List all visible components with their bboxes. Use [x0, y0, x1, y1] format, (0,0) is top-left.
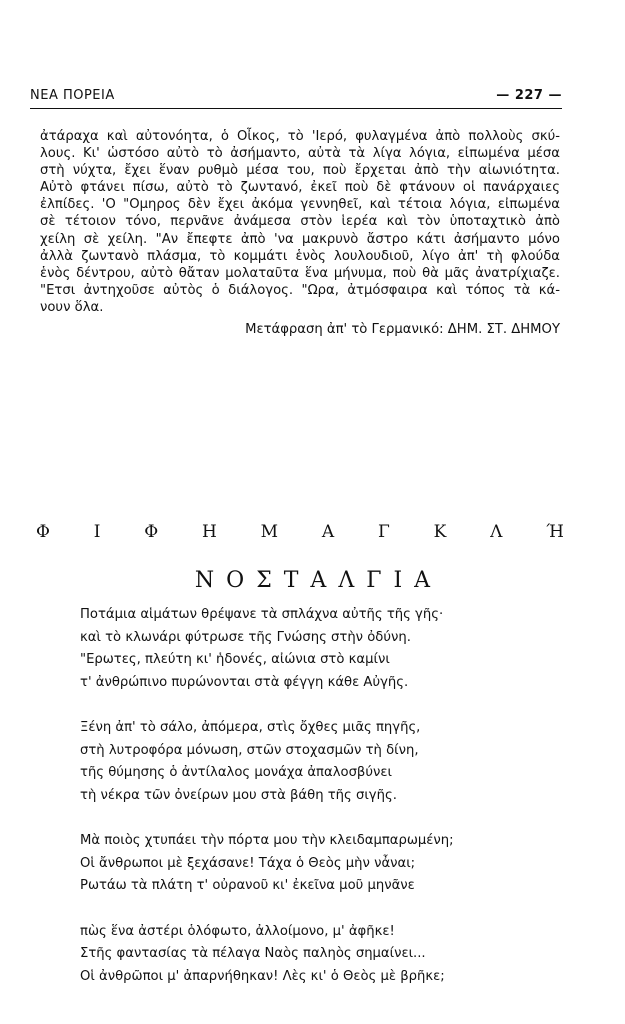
poem-line: Μὰ ποιὸς χτυπάει τὴν πόρτα μου τὴν κλειδαμπαρωμένη; — [80, 833, 454, 848]
poem-line: τ' ἀνθρώπινο πυρώνονται στὰ φέγγη κάθε Αὐγῆς. — [80, 674, 409, 690]
author-letter: Γ — [378, 522, 390, 542]
poem-line: τῆς θύμησης ὁ ἀντίλαλος μονάχα ἀπαλοσβύνει — [80, 765, 392, 780]
author-letter: Η — [202, 522, 217, 542]
poem-line: Ποτάμια αἱμάτων θρέψανε τὰ σπλάχνα αὐτῆς τῆς γῆς· — [80, 607, 444, 622]
poem-line: Ρωτάω τὰ πλάτη τ' οὐρανοῦ κι' ἐκεῖνα μοῦ μηνᾶνε — [80, 878, 415, 893]
prose-line: σὲ τέτοιον τόνο, περνᾶνε ἀνάμεσα στὸν ἱερέα καὶ τὸν ὑποταχτικὸ ἀπὸ — [40, 214, 560, 230]
author-letter: Φ — [144, 522, 159, 542]
prose-paragraph — [40, 128, 560, 316]
author-name — [36, 522, 564, 542]
running-header — [30, 88, 562, 108]
poem-body — [80, 604, 550, 1011]
poem-stanza — [80, 717, 550, 807]
prose-line: ἀτάραχα καὶ αὐτονόητα, ὁ Οἶκος, τὸ 'Ιερό, φυλαγμένα ἀπὸ πολλοὺς σκύ- — [40, 129, 560, 144]
prose-line: λους. Κι' ὡστόσο αὐτὸ τὸ ἀσήμαντο, αὐτὰ τὰ λίγα λόγια, εἰπωμένα μέσα — [40, 146, 560, 162]
poem-title: ΝΟΣΤΑΛΓΙΑ — [194, 568, 443, 593]
prose-line: "Ετσι ἀντηχοῦσε αὐτὸς ὁ διάλογος. "Ωρα, ἀτμόσφαιρα καὶ τόπος τὰ κά- — [40, 282, 560, 298]
translation-credit: Μετάφραση ἀπ' τὸ Γερμανικό: ΔΗΜ. ΣΤ. ΔΗΜΟΥ — [245, 322, 560, 337]
poem-line: "Ερωτες, πλεύτη κι' ἡδονές, αἰώνια στὸ καμίνι — [80, 652, 390, 667]
page-number: — 227 — — [496, 88, 562, 103]
prose-line: νουν ὅλα. — [40, 299, 104, 315]
prose-line: Αὐτὸ φτάνει πίσω, αὐτὸ τὸ ζωντανό, ἐκεῖ ποὺ δὲ φτάνουν οἱ πανάρχαιες — [40, 180, 560, 196]
header-rule — [30, 108, 562, 109]
prose-line: ἑνὸς δέντρου, αὐτὸ θἄταν μολαταῦτα ἕνα μήνυμα, ποὺ θὰ μᾶς ἀνατρίχιαζε. — [40, 265, 560, 281]
poem-line: πὼς ἕνα ἀστέρι ὁλόφωτο, ἀλλοίμονο, μ' ἀφῆκε! — [80, 923, 395, 939]
author-letter: Λ — [490, 522, 503, 542]
poem-stanza — [80, 921, 550, 989]
poem-line: Ξένη ἀπ' τὸ σάλο, ἀπόμερα, στὶς ὄχθες μιᾶς πηγῆς, — [80, 720, 421, 735]
poem-line: Οἱ ἄνθρωποι μὲ ξεχάσανε! Τάχα ὁ Θεὸς μὴν νἆναι; — [80, 855, 416, 871]
author-letter: Φ — [36, 522, 50, 542]
author-letter: Μ — [260, 522, 279, 542]
poem-line: Οἱ ἀνθρῶποι μ' ἀπαρνήθηκαν! Λὲς κι' ὁ Θεὸς μὲ βρῆκε; — [80, 968, 445, 984]
author-letter: Α — [321, 522, 335, 542]
author-letter: Κ — [433, 522, 447, 542]
prose-line: χείλη σὲ χείλη. "Αν ἔπεφτε ἀπὸ 'να μακρυνὸ ἄστρο κάτι ἀσήμαντο μόνο — [40, 231, 560, 247]
poem-line: στὴ λυτροφόρα μόνωση, στῶν στοχασμῶν τὴ δίνη, — [80, 742, 419, 758]
prose-line: στὴ νύχτα, ἔχει ἕναν ρυθμὸ μέσα του, ποὺ ἔρχεται ἀπὸ τὴν αἰωνιότητα. — [40, 163, 560, 179]
poem-line: τὴ νέκρα τῶν ὀνείρων μου στὰ βάθη τῆς σιγῆς. — [80, 787, 397, 803]
journal-title: ΝΕΑ ΠΟΡΕΙΑ — [30, 88, 115, 103]
author-letter: Ι — [93, 522, 101, 542]
poem-line: καὶ τὸ κλωνάρι φύτρωσε τῆς Γνώσης στὴν ὀδύνη. — [80, 629, 411, 645]
prose-line: ἐλπίδες. 'Ο "Ομηρος δὲν ἔχει ἀκόμα γεννηθεῖ, καὶ τέτοια λόγια, εἰπωμένα — [40, 197, 560, 213]
prose-line: ἀλλὰ ζωντανὸ πλάσμα, τὸ κομμάτι ἑνὸς λουλουδιοῦ, λίγο ἀπ' τὴ φλούδα — [40, 248, 560, 264]
poem-stanza — [80, 604, 550, 694]
poem-stanza — [80, 830, 550, 898]
author-letter: Ή — [546, 522, 564, 542]
poem-line: Στῆς φαντασίας τὰ πέλαγα Ναὸς παληὸς σημαίνει... — [80, 946, 426, 961]
